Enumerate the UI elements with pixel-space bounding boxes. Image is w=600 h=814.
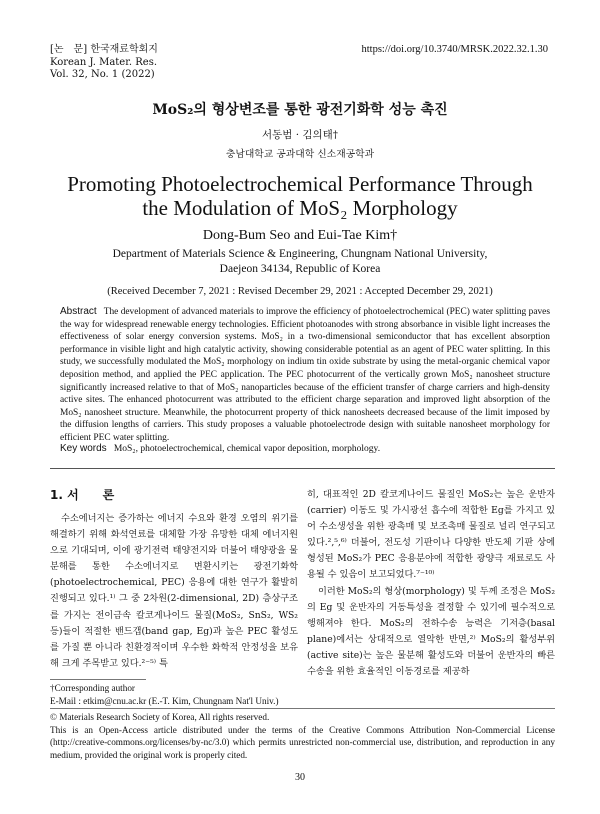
affiliation-en-line2: Daejeon 34134, Republic of Korea [219,263,381,275]
authors-kr: 서동범 · 김의태† [261,129,339,141]
authors-en: Dong-Bum Seo and Eui-Tae Kim† [202,228,398,243]
corresponding-author-note: †Corresponding author [50,683,135,693]
abstract-text: The development of advanced materials to improve the efficiency of photoelectrochemical (PEC) water splitting paves the way for widespread renewable energy technologies. Efficient photoanodes with strong absorbance in visible light increases the effectiveness of solar energy conversion systems. MoS₂ in a two-dimensional semiconductor that has excellent absorption performance in visible light and high catalytic activity, showing considerable potential as an agent of PEC water splitting. In this study, we successfully modulated the MoS₂ morphology on indium tin oxide substrate by using the metal-organic chemical vapor deposition method, and applied the PEC application. The PEC photocurrent of the vertically grown MoS₂ nanosheet structure significantly increased relative to that of MoS₂ nanoparticles because of the efficient transfer of charge carriers and high-density active sites. The enhanced photocurrent was attributed to the efficient charge separation and improved light absorption of the MoS₂ nanosheet structure. Meanwhile, the photocurrent property of thick nanosheets decreased because of the limit imposed by the diffusion lengths of carriers. This study proposes a valuable photoelectrode design with suitable nanosheet morphology for efficient PEC water splitting. [60,307,550,443]
doi-link[interactable]: https://doi.org/10.3740/MRSK.2022.32.1.30 [361,44,548,55]
title-en-line2: the Modulation of MoS₂ Morphology [142,196,458,220]
title-kr: MoS₂의 형상변조를 통한 광전기화학 성능 촉진 [152,102,448,118]
journal-name-en: Korean J. Mater. Res. [50,56,158,68]
copyright-note: © Materials Research Society of Korea, All rights reserved. [50,712,270,722]
divider-top [50,468,555,469]
journal-name-kr: 한국재료학회지 [90,44,158,55]
footnote-divider [50,679,146,680]
keywords-label: Key words [60,443,107,454]
divider-bottom [50,708,555,709]
keywords-text: MoS₂, photoelectrochemical, chemical vapor deposition, morphology. [113,444,381,454]
received-dates: (Received December 7, 2021 : Revised December 29, 2021 : Accepted December 29, 2021) [107,286,493,297]
abstract [60,306,550,445]
journal-header [50,44,158,82]
paragraph: 히, 대표적인 2D 칼코게나이드 물질인 MoS₂는 높은 운반자(carrier) 이동도 및 가시광선 흡수에 적합한 Eg를 가지고 있어 수소생성을 위한 광촉매 및 보조촉매 물질로 널리 연구되고 있다.²,⁵,⁶⁾ 더불어, 전도성 기판이나 다양한 반도체 기판 상에 형성된 MoS₂가 PEC 응용분야에 적합한 광양극 재료로도 사용될 수 있음이 보고되었다.⁷⁻¹⁰⁾ [307,489,555,581]
author-email: E-Mail : etkim@cnu.ac.kr (E.-T. Kim, Chungnam Nat'l Univ.) [50,695,279,706]
affiliation-en-line1: Department of Materials Science & Engineering, Chungnam National University, [112,248,488,260]
affiliation-kr: 충남대학교 공과대학 신소재공학과 [225,149,375,160]
title-en-line1: Promoting Photoelectrochemical Performance Through [67,172,533,196]
body-left-column [50,511,298,672]
keywords [60,443,550,454]
license-note: This is an Open-Access article distributed under the terms of the Creative Commons Attribution Non-Commercial License (http://creative-commons.org/licenses/by-nc/3.0) which permits unrestricted non-commercial use, distribution, and reproduction in any medium, provided the original work is properly cited. [50,724,555,760]
copyright-block [50,711,555,761]
journal-volume: Vol. 32, No. 1 (2022) [50,69,155,80]
footnotes [50,682,555,707]
paragraph: 수소에너지는 증가하는 에너지 수요와 환경 오염의 위기를 해결하기 위해 화석연료를 대체할 가장 유망한 대체 에너지원으로 기대되며, 이에 광기전력 태양전지와 더불어 태양광을 물분해를 통한 수소에너지로 변환시키는 광전기화학(photoelectrochemical, PEC) 응용에 대한 연구가 활발히 진행되고 있다.¹⁾ 그 중 2차원(2-dimensional, 2D) 층상구조를 가지는 전이금속 칼코게나이드 물질(MoS₂, SnS₂, WS₂ 등)들이 적절한 밴드갭(band gap, Eg)과 높은 PEC 활성도를 가질 뿐 아니라 친환경적이며 우수한 화학적 안정성을 보유해 크게 주목받고 있다.²⁻⁵⁾ 특 [50,513,298,669]
page-number: 30 [295,772,305,783]
article-type-label: [논 문] [50,44,88,55]
body-right-column [307,487,555,680]
abstract-label: Abstract [60,306,97,317]
section-title-intro: 1. 서 론 [50,488,115,502]
paragraph: 이러한 MoS₂의 형상(morphology) 및 두께 조정은 MoS₂의 Eg 및 운반자의 거동특성을 결정할 수 있기에 필수적으로 행해져야 한다. MoS₂의 전하수송 능력은 기저층(basal plane)에서는 상대적으로 열악한 반면,²⁾ MoS₂의 활성부위(active site)는 높은 물분해 활성도와 더불어 운반자의 빠른 수송을 위한 효율적인 이동경로를 제공하 [307,585,555,678]
